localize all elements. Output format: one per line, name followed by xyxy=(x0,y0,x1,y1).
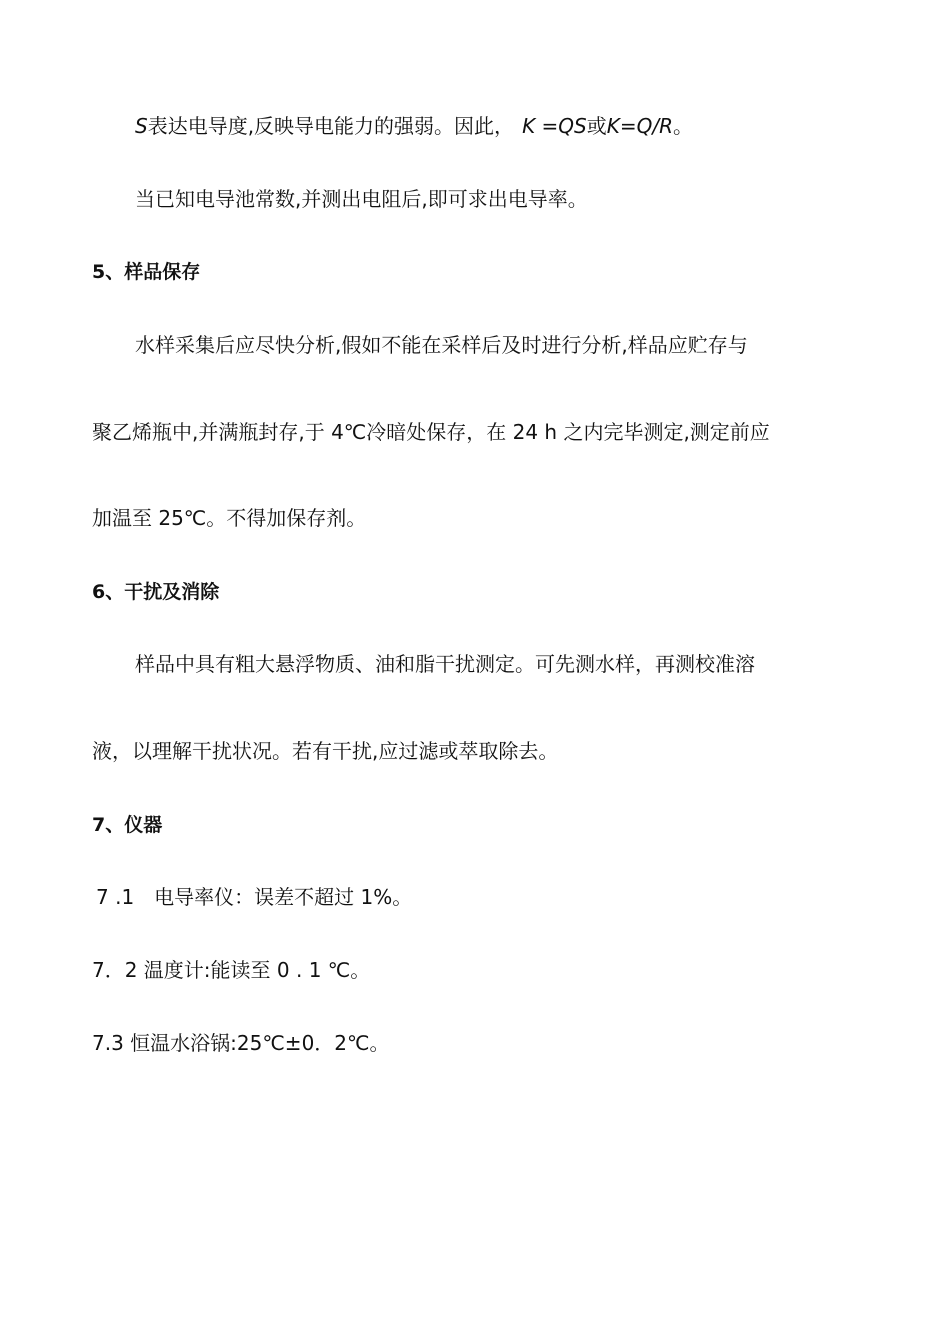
instrument-item-water-bath: 7.3 恒温水浴锅:25℃±0．2℃。 xyxy=(92,1031,390,1055)
symbol-s: S xyxy=(135,114,148,138)
paragraph-interference-line2: 液，以理解干扰状况。若有干扰,应过滤或萃取除去。 xyxy=(92,739,559,763)
instrument-item-conductivity-meter: 7 .1 电导率仪：误差不超过 1%。 xyxy=(96,885,413,909)
paragraph-storage-line1: 水样采集后应尽快分析,假如不能在采样后及时进行分析,样品应贮存与 xyxy=(135,333,748,357)
symbol-k: K xyxy=(522,114,536,138)
sentence-end: 。 xyxy=(673,114,694,138)
paragraph-interference-line1: 样品中具有粗大悬浮物质、油和脂干扰测定。可先测水样，再测校准溶 xyxy=(135,652,755,676)
heading-instruments: 7、仪器 xyxy=(92,814,163,836)
paragraph-cell-constant: 当已知电导池常数,并测出电阻后,即可求出电导率。 xyxy=(135,187,588,211)
paragraph-storage-line2: 聚乙烯瓶中,并满瓶封存,于 4℃冷暗处保存，在 24 h 之内完毕测定,测定前应 xyxy=(92,420,770,444)
heading-sample-storage: 5、样品保存 xyxy=(92,261,201,283)
slash-symbol: / xyxy=(652,114,660,138)
instrument-item-thermometer: 7．2 温度计:能读至 0 . 1 ℃。 xyxy=(92,958,371,982)
paragraph-storage-line3: 加温至 25℃。不得加保存剂。 xyxy=(92,506,367,530)
equation-k-qs: =QS xyxy=(535,114,587,138)
heading-interference: 6、干扰及消除 xyxy=(92,581,220,603)
paragraph-conductance xyxy=(135,112,693,140)
equation-k-q: K=Q xyxy=(606,114,653,138)
symbol-r: R xyxy=(659,114,674,138)
conjunction-or: 或 xyxy=(586,114,607,138)
paragraph-conductance-text: 表达电导度,反映导电能力的强弱。因此， xyxy=(147,114,515,138)
